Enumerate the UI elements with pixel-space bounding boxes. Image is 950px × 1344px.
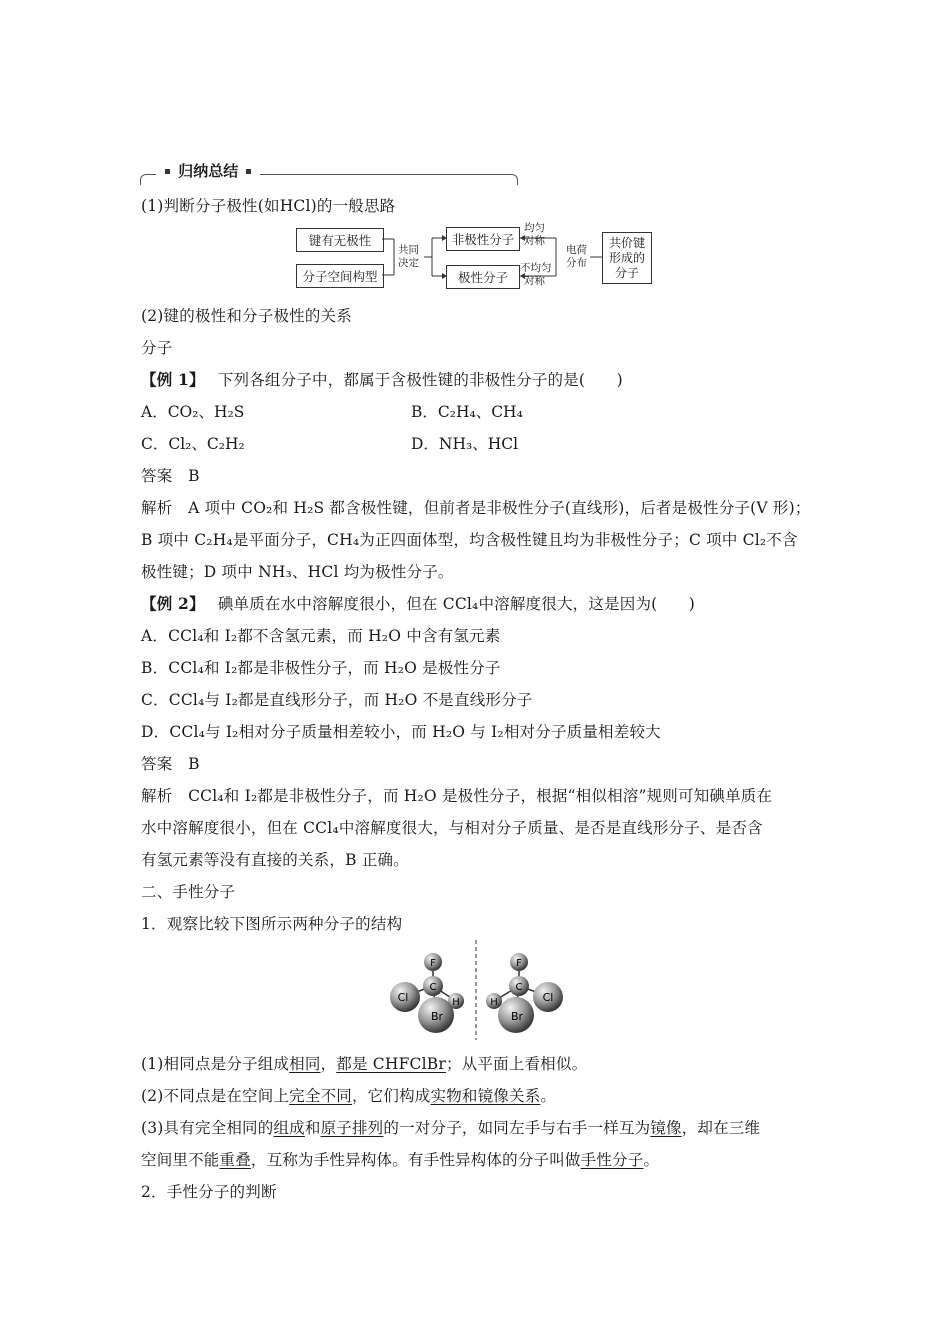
label-charge-1: 电荷 [566, 244, 587, 256]
s3-text-c: 的一对分子，如同左手与右手一样互为 [383, 1119, 651, 1137]
s1-underline-1: 相同 [289, 1055, 321, 1073]
example2-option-c: C．CCl₄与 I₂都是直线形分子，而 H₂O 不是直线形分子 [141, 691, 533, 709]
atom-label-c: C [515, 982, 523, 993]
atom-label-cl: Cl [397, 991, 409, 1004]
chiral-molecule-right [486, 953, 563, 1033]
label-joint-2: 决定 [398, 257, 419, 269]
example2-question-line [141, 592, 695, 614]
chirality-statement-2 [141, 1084, 556, 1106]
label-charge-2: 分布 [566, 257, 587, 269]
box-spatial-config: 分子空间构型 [296, 264, 384, 288]
s4-underline-1: 重叠 [219, 1151, 251, 1169]
chiral-molecule-left [390, 953, 464, 1033]
s4-underline-2: 手性分子 [580, 1151, 644, 1169]
example2-label: 【例 2】 [141, 594, 205, 613]
chirality-statement-1 [141, 1052, 587, 1074]
s2-underline-2: 实物和镜像关系 [430, 1087, 541, 1105]
chiral-molecules-figure [380, 938, 570, 1042]
example1-option-b: B．C₂H₄、CH₄ [411, 403, 523, 421]
label-uniform-2: 对称 [524, 235, 545, 247]
label-charge [566, 244, 587, 270]
s2-text-b: ，它们构成 [351, 1087, 431, 1105]
s4-text-c: 。 [643, 1151, 660, 1169]
box-covalent-3: 分子 [614, 265, 639, 280]
example1-answer: 答案 B [141, 467, 200, 485]
s1-text-a: (1)相同点是分子组成 [141, 1055, 290, 1073]
atom-label-c: C [429, 982, 437, 993]
example1-analysis-2: B 项中 C₂H₄是平面分子，CH₄为正四面体型，均含极性键且均为非极性分子；C 项中 Cl₂不含 [141, 531, 798, 549]
example1-analysis-1: 解析 A 项中 CO₂和 H₂S 都含极性键，但前者是非极性分子(直线形)，后者是极性分子(V 形)； [141, 499, 811, 517]
example1-question-line [141, 368, 623, 390]
example2-answer: 答案 B [141, 755, 200, 773]
box-nonpolar: 非极性分子 [446, 227, 520, 251]
section2-point1: 1．观察比较下图所示两种分子的结构 [141, 915, 403, 933]
atom-label-cl: Cl [542, 991, 554, 1004]
example1-analysis-3: 极性键；D 项中 NH₃、HCl 均为极性分子。 [141, 563, 454, 581]
s4-text-b: ，互称为手性异构体。有手性异构体的分子叫做 [250, 1151, 581, 1169]
summary-title: 归纳总结 [178, 162, 239, 180]
s1-text-c: ；从平面上看相似。 [445, 1055, 588, 1073]
example1-label: 【例 1】 [141, 370, 205, 389]
example1-options-row1 [141, 400, 841, 422]
example2-question: 碘单质在水中溶解度很小，但在 CCl₄中溶解度很大，这是因为( ) [217, 595, 696, 613]
s3-text-d: ，却在三维 [681, 1119, 761, 1137]
example1-option-c: C．Cl₂、C₂H₂ [141, 435, 245, 453]
example2-analysis-2: 水中溶解度很小，但在 CCl₄中溶解度很大，与相对分子质量、是否是直线形分子、是否含 [141, 819, 763, 837]
box-covalent-2: 形成的 [608, 250, 645, 265]
example2-analysis-1: 解析 CCl₄和 I₂都是非极性分子，而 H₂O 是极性分子，根据“相似相溶”规则可知碘单质在 [141, 787, 773, 805]
s2-underline-1: 完全不同 [289, 1087, 352, 1105]
example2-analysis-3: 有氢元素等没有直接的关系，B 正确。 [141, 851, 409, 869]
s3-underline-1: 组成 [273, 1119, 305, 1137]
atom-label-h: H [490, 997, 498, 1008]
label-nonuniform-2: 对称 [524, 275, 545, 287]
s2-text-c: 。 [540, 1087, 557, 1105]
chirality-statement-4 [141, 1148, 659, 1170]
box-bond-polarity: 键有无极性 [296, 228, 384, 252]
label-uniform [524, 222, 545, 248]
label-uniform-1: 均匀 [524, 222, 545, 234]
example2-option-d: D．CCl₄与 I₂相对分子质量相差较小，而 H₂O 与 I₂相对分子质量相差较大 [141, 723, 661, 741]
s3-text-a: (3)具有完全相同的 [141, 1119, 274, 1137]
summary-item-1: (1)判断分子极性(如HCl)的一般思路 [141, 197, 396, 215]
box-covalent-1: 共价键 [608, 235, 645, 250]
chirality-statement-3 [141, 1116, 760, 1138]
s1-underline-2: 都是 CHFClBr [336, 1055, 446, 1073]
example1-option-a: A．CO₂、H₂S [141, 403, 245, 421]
atom-label-f: F [516, 958, 522, 969]
s3-underline-3: 镜像 [650, 1119, 682, 1137]
label-nonuniform [520, 262, 552, 288]
s4-text-a: 空间里不能 [141, 1151, 220, 1169]
example1-options-row2 [141, 432, 841, 454]
atom-label-br: Br [510, 1010, 524, 1023]
section2-point2: 2．手性分子的判断 [141, 1183, 277, 1201]
example1-question: 下列各组分子中，都属于含极性键的非极性分子的是( ) [217, 371, 623, 389]
section2-heading: 二、手性分子 [141, 883, 236, 901]
s1-text-b: ， [320, 1055, 337, 1073]
example2-option-a: A．CCl₄和 I₂都不含氢元素，而 H₂O 中含有氢元素 [141, 627, 501, 645]
example2-option-b: B．CCl₄和 I₂都是非极性分子，而 H₂O 是极性分子 [141, 659, 501, 677]
s3-text-b: 和 [304, 1119, 321, 1137]
summary-molecule-label: 分子 [141, 339, 173, 357]
label-nonuniform-1: 不均匀 [520, 262, 552, 274]
s3-underline-2: 原子排列 [320, 1119, 384, 1137]
box-covalent [602, 232, 652, 284]
summary-item-2: (2)键的极性和分子极性的关系 [141, 307, 352, 325]
atom-label-h: H [452, 997, 460, 1008]
box-polar: 极性分子 [446, 265, 520, 289]
example1-option-d: D．NH₃、HCl [411, 435, 519, 453]
s2-text-a: (2)不同点是在空间上 [141, 1087, 290, 1105]
label-joint [398, 244, 419, 270]
atom-label-br: Br [430, 1010, 444, 1023]
atom-label-f: F [430, 958, 436, 969]
label-joint-1: 共同 [398, 244, 419, 256]
